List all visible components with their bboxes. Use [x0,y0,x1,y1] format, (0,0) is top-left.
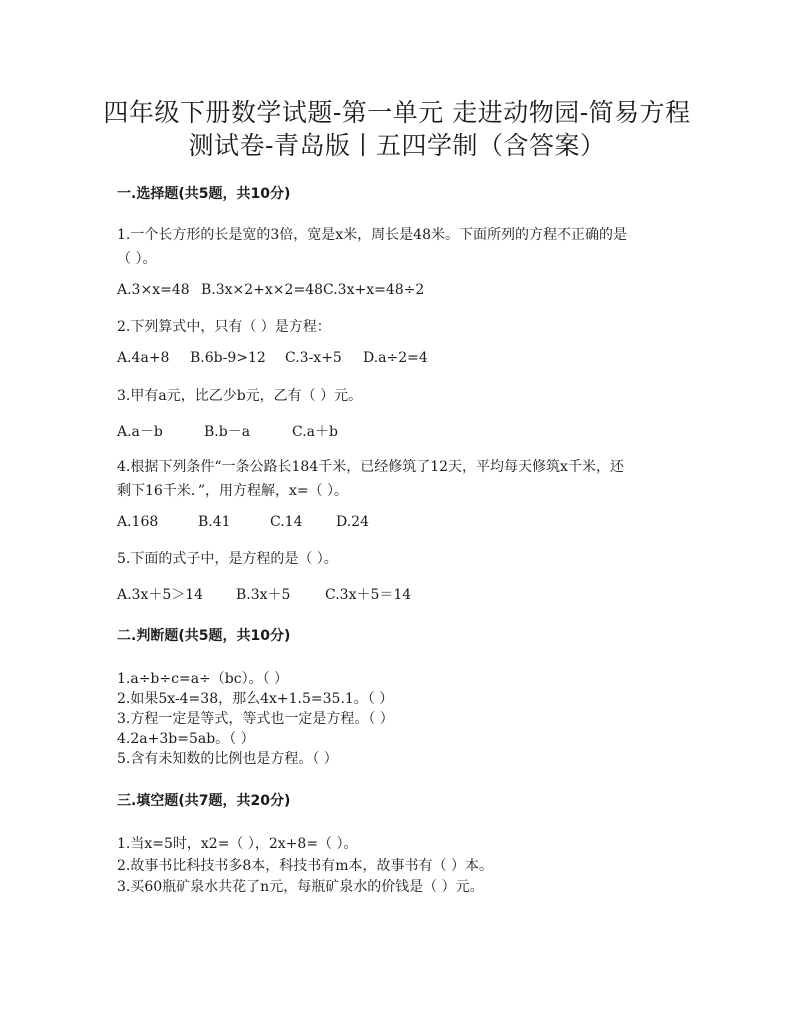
question-5: 5.下面的式子中，是方程的是（ ）。 [117,551,338,567]
option-b: B.41 [198,514,231,530]
question-1-line-2: （ ）。 [117,251,157,267]
title-line-2: 测试卷-青岛版丨五四学制（含答案） [188,131,606,160]
question-3: 3.甲有a元，比乙少b元，乙有（ ）元。 [117,388,363,404]
section-heading-choice: 一.选择题(共5题，共10分) [117,186,291,202]
title-line-1: 四年级下册数学试题-第一单元 走进动物园-简易方程 [103,98,691,127]
fill-in-item: 1.当x=5时，x2=（ ），2x+8=（ ）。 [117,836,358,852]
question-1-line-1: 1.一个长方形的长是宽的3倍，宽是x米，周长是48米。下面所列的方程不正确的是 [117,227,627,243]
option-c: C.a＋b [292,424,338,440]
option-c: C.3x+x=48÷2 [323,282,425,298]
option-c: C.3-x+5 [285,350,342,366]
option-b: B.3x＋5 [236,587,291,603]
question-4-line-1: 4.根据下列条件“一条公路长184千米，已经修筑了12天，平均每天修筑x千米，还 [117,459,624,475]
option-a: A.a－b [117,424,163,440]
option-c: C.14 [270,514,303,530]
section-heading-judgment: 二.判断题(共5题，共10分) [117,628,291,644]
option-a: A.4a+8 [117,350,170,366]
option-d: D.24 [336,514,369,530]
option-a: A.3×x=48 [117,282,190,298]
question-2: 2.下列算式中，只有（ ）是方程： [117,319,331,335]
option-b: B.b－a [204,424,251,440]
option-b: B.3x×2+x×2=48 [201,282,323,298]
option-a: A.168 [117,514,159,530]
judgment-item: 5.含有未知数的比例也是方程。（ ） [117,751,338,767]
question-4-line-2: 剩下16千米．”，用方程解，x=（ ）。 [117,483,349,499]
option-d: D.a÷2=4 [363,350,428,366]
option-b: B.6b-9>12 [190,350,266,366]
judgment-item: 3.方程一定是等式，等式也一定是方程。（ ） [117,711,394,727]
judgment-item: 1.a÷b÷c=a÷（bc）。（ ） [117,671,289,687]
fill-in-item: 2.故事书比科技书多8本，科技书有m本，故事书有（ ）本。 [117,858,493,874]
section-heading-fill-in: 三.填空题(共7题，共20分) [117,793,291,809]
fill-in-item: 3.买60瓶矿泉水共花了n元，每瓶矿泉水的价钱是（ ）元。 [117,879,484,895]
judgment-item: 2.如果5x-4=38，那么4x+1.5=35.1。（ ） [117,691,394,707]
option-a: A.3x＋5＞14 [117,587,204,603]
option-c: C.3x＋5＝14 [325,587,412,603]
judgment-item: 4.2a+3b=5ab。（ ） [117,731,255,747]
